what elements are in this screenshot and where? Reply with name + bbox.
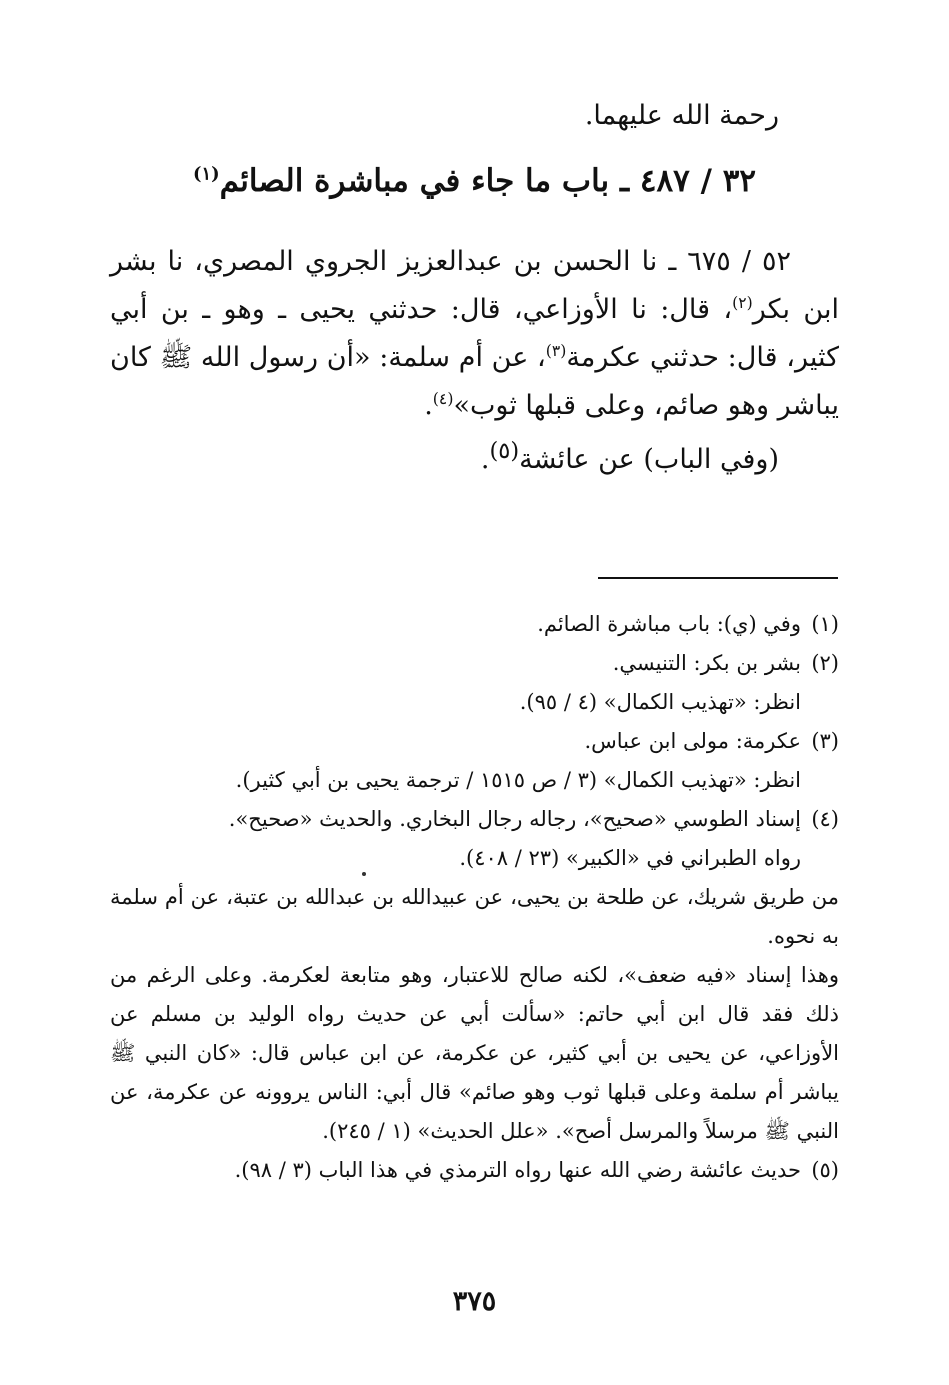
hadith-text (110, 238, 839, 430)
footnote-text: رواه الطبراني في «الكبير» (٢٣ / ٤٠٨). (459, 846, 801, 870)
footnote-continuation (110, 761, 839, 800)
footnote-number: (٤) (811, 807, 839, 831)
footnote-ref: (٤) (432, 389, 454, 408)
footnote (110, 605, 839, 644)
footnote (110, 1151, 839, 1190)
footnote-number: (٣) (811, 729, 839, 753)
footnote-text: عكرمة: مولى ابن عباس. (584, 729, 801, 753)
hadith-part-1: ٥٢ / ٦٧٥ ـ نا الحسن بن عبدالعزيز الجروي المصري، نا بشر ابن بكر (110, 246, 839, 325)
footnotes (110, 605, 839, 1190)
footnote-continuation (110, 839, 839, 878)
bab-note-text: (وفي الباب) عن عائشة (519, 444, 779, 475)
footnote-number: (٥) (811, 1158, 839, 1182)
footnote-continuation (110, 956, 839, 1151)
footnote-continuation (110, 683, 839, 722)
footnote-text: من طريق شريك، عن طلحة بن يحيى، عن عبيدالله بن عبدالله بن عتبة، عن أم سلمة به نحوه. (110, 885, 839, 948)
footnote-text: حديث عائشة رضي الله عنها رواه الترمذي في هذا الباب (٣ / ٩٨). (234, 1158, 801, 1182)
footnote-separator (598, 577, 838, 579)
footnote (110, 722, 839, 761)
bab-note-end: . (480, 444, 490, 475)
ink-speck (362, 872, 366, 876)
footnote (110, 800, 839, 839)
footnote-text: انظر: «تهذيب الكمال» (٣ / ص ١٥١٥ / ترجمة يحيى بن أبي كثير). (235, 768, 801, 792)
footnote-continuation (110, 878, 839, 956)
bab-note (481, 438, 779, 475)
footnote-text: إسناد الطوسي «صحيح»، رجاله رجال البخاري. والحديث «صحيح». (228, 807, 801, 831)
hadith-part-3: ، عن أم سلمة: «أن رسول الله ﷺ كان يباشر وهو صائم، وعلى قبلها ثوب» (110, 342, 839, 421)
continuation-line: رحمة الله عليهما. (584, 100, 779, 131)
footnote-text: وفي (ي): باب مباشرة الصائم. (537, 612, 801, 636)
footnote-ref: (٢) (732, 293, 753, 312)
hadith-end: . (424, 390, 433, 421)
hadith-part-2: ، قال: نا الأوزاعي، قال: حدثني يحيى ـ وهو ـ بن أبي كثير، قال: حدثني عكرمة (110, 294, 839, 373)
footnote-number: (٢) (811, 651, 839, 675)
footnote-number: (١) (811, 612, 839, 636)
footnote-ref: (١) (192, 163, 220, 185)
page-number: ٣٧٥ (452, 1286, 497, 1317)
footnote-text: انظر: «تهذيب الكمال» (٤ / ٩٥). (519, 690, 801, 714)
footnote-text: بشر بن بكر: التنيسي. (612, 651, 801, 675)
footnote-text: وهذا إسناد «فيه ضعف»، لكنه صالح للاعتبار، وهو متابعة لعكرمة. وعلى الرغم من ذلك فقد قال ابن أبي حاتم: «سألت أبي عن حديث رواه الوليد بن مسلم عن الأوزاعي، عن يحيى بن أبي كثير، عن عكرمة، عن ابن عباس قال: «كان النبي ﷺ يباشر أم سلمة وعلى قبلها ثوب وهو صائم» قال أبي: الناس يروونه عن عكرمة، عن النبي ﷺ مرسلاً والمرسل أصح». «علل الحديث» (١ / ٢٤٥). (110, 963, 839, 1143)
chapter-title: ٣٢ / ٤٨٧ ـ باب ما جاء في مباشرة الصائم (219, 163, 757, 199)
chapter-heading (170, 163, 779, 199)
footnote (110, 644, 839, 683)
footnote-ref: (٣) (545, 341, 567, 360)
footnote-ref: (٥) (489, 438, 520, 464)
